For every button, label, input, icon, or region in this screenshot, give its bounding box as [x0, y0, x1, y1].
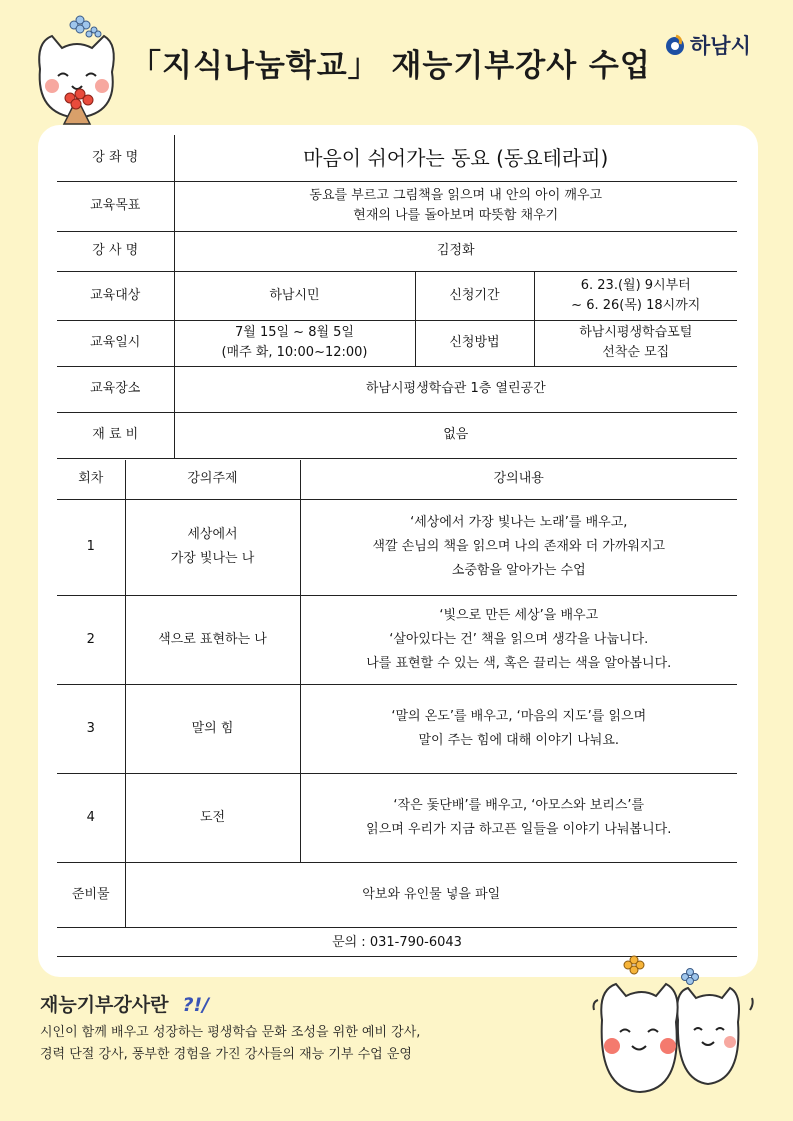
goal-value	[174, 181, 737, 231]
session-topic-line: 세상에서	[187, 527, 238, 542]
footer-line-2: 경력 단절 강사, 풍부한 경험을 가진 강사들의 재능 기부 수업 운영	[40, 1047, 412, 1062]
session-content-line: 색깔 손님의 책을 읽으며 나의 존재와 더 가까워지고	[372, 539, 666, 554]
table-row	[57, 773, 737, 862]
session-content-line: ‘세상에서 가장 빛나는 노래’를 배우고,	[410, 515, 628, 530]
logo-text: 하남시	[690, 34, 751, 58]
apply-period-value	[534, 271, 737, 320]
table-row	[57, 499, 737, 595]
course-row	[57, 135, 737, 181]
session-topic: 색으로 표현하는 나	[125, 595, 300, 684]
footer-title	[40, 990, 209, 1017]
session-content-line: 나를 표현할 수 있는 색, 혹은 끌리는 색을 알아봅니다.	[366, 655, 672, 671]
hanam-logo-icon	[664, 34, 686, 56]
fee-row	[57, 412, 737, 458]
session-number: 3	[57, 684, 125, 773]
apply-method-line-2: 선착순 모집	[602, 345, 670, 360]
instructor-label: 강 사 명	[57, 231, 174, 271]
course-info-table	[57, 135, 737, 459]
session-number: 4	[57, 773, 125, 862]
footer-line-1: 시인이 함께 배우고 성장하는 평생학습 문화 조성을 위한 예비 강사,	[40, 1025, 421, 1040]
mascot-with-flowers-icon	[22, 14, 132, 134]
instructor-row	[57, 231, 737, 271]
footer-description	[40, 1022, 420, 1066]
fee-value: 없음	[174, 412, 737, 458]
prep-label: 준비물	[57, 862, 125, 927]
date-label: 교육일시	[57, 320, 174, 366]
session-topic	[125, 499, 300, 595]
session-number: 2	[57, 595, 125, 684]
session-content-line: ‘말의 온도’를 배우고, ‘마음의 지도’를 읽으며	[391, 708, 647, 724]
footer-question-mark: ?!/	[182, 994, 210, 1016]
session-content	[300, 773, 737, 862]
session-topic-line: 가장 빛나는 나	[170, 551, 255, 566]
instructor-value: 김정화	[174, 231, 737, 271]
table-row	[57, 595, 737, 684]
place-label: 교육장소	[57, 366, 174, 412]
header-topic: 강의주제	[125, 460, 300, 499]
waving-mascots-icon	[590, 950, 760, 1100]
footer-title-text: 재능기부강사란	[40, 994, 169, 1016]
schedule-table	[57, 460, 737, 928]
session-content-line: 말이 주는 힘에 대해 이야기 나눠요.	[418, 732, 620, 748]
goal-label: 교육목표	[57, 181, 174, 231]
session-content	[300, 684, 737, 773]
contact-line: 문의 : 031-790-6043	[57, 930, 737, 957]
target-label: 교육대상	[57, 271, 174, 320]
page-title: 「지식나눔학교」 재능기부강사 수업	[130, 48, 651, 84]
course-label: 강 좌 명	[57, 135, 174, 181]
date-line-1: 7월 15일 ~ 8월 5일	[234, 325, 354, 340]
schedule-header-row	[57, 460, 737, 499]
session-content	[300, 595, 737, 684]
apply-period-line-2: ~ 6. 26(목) 18시까지	[571, 297, 701, 313]
session-topic: 도전	[125, 773, 300, 862]
apply-method-line-1: 하남시평생학습포털	[579, 325, 693, 340]
prep-row	[57, 862, 737, 927]
apply-method-value	[534, 320, 737, 366]
date-row	[57, 320, 737, 366]
session-content	[300, 499, 737, 595]
session-content-line: ‘빛으로 만든 세상’을 배우고	[439, 607, 599, 623]
goal-row	[57, 181, 737, 231]
target-value: 하남시민	[174, 271, 415, 320]
target-row	[57, 271, 737, 320]
apply-method-label: 신청방법	[415, 320, 534, 366]
session-content-line: ‘살아있다는 건’ 책을 읽으며 생각을 나눕니다.	[389, 631, 649, 647]
session-content-line: 소중함을 알아가는 수업	[451, 563, 586, 578]
goal-line-2: 현재의 나를 돌아보며 따뜻함 채우기	[353, 208, 559, 223]
apply-period-line-1: 6. 23.(월) 9시부터	[580, 277, 691, 293]
table-row	[57, 684, 737, 773]
hanam-logo	[664, 30, 751, 60]
date-line-2: (매주 화, 10:00~12:00)	[221, 345, 368, 360]
session-content-line: 읽으며 우리가 지금 하고픈 일들을 이야기 나눠봅니다.	[366, 821, 672, 837]
goal-line-1: 동요를 부르고 그림책을 읽으며 내 안의 아이 깨우고	[309, 188, 603, 203]
apply-period-label: 신청기간	[415, 271, 534, 320]
header-content: 강의내용	[300, 460, 737, 499]
prep-value: 악보와 유인물 넣을 파일	[125, 862, 737, 927]
session-content-line: ‘작은 돛단배’를 배우고, ‘아모스와 보리스’를	[393, 797, 645, 813]
header-session: 회차	[57, 460, 125, 499]
place-row	[57, 366, 737, 412]
place-value: 하남시평생학습관 1층 열린공간	[174, 366, 737, 412]
fee-label: 재 료 비	[57, 412, 174, 458]
session-topic: 말의 힘	[125, 684, 300, 773]
date-value	[174, 320, 415, 366]
course-value: 마음이 쉬어가는 동요 (동요테라피)	[174, 135, 737, 181]
session-number: 1	[57, 499, 125, 595]
